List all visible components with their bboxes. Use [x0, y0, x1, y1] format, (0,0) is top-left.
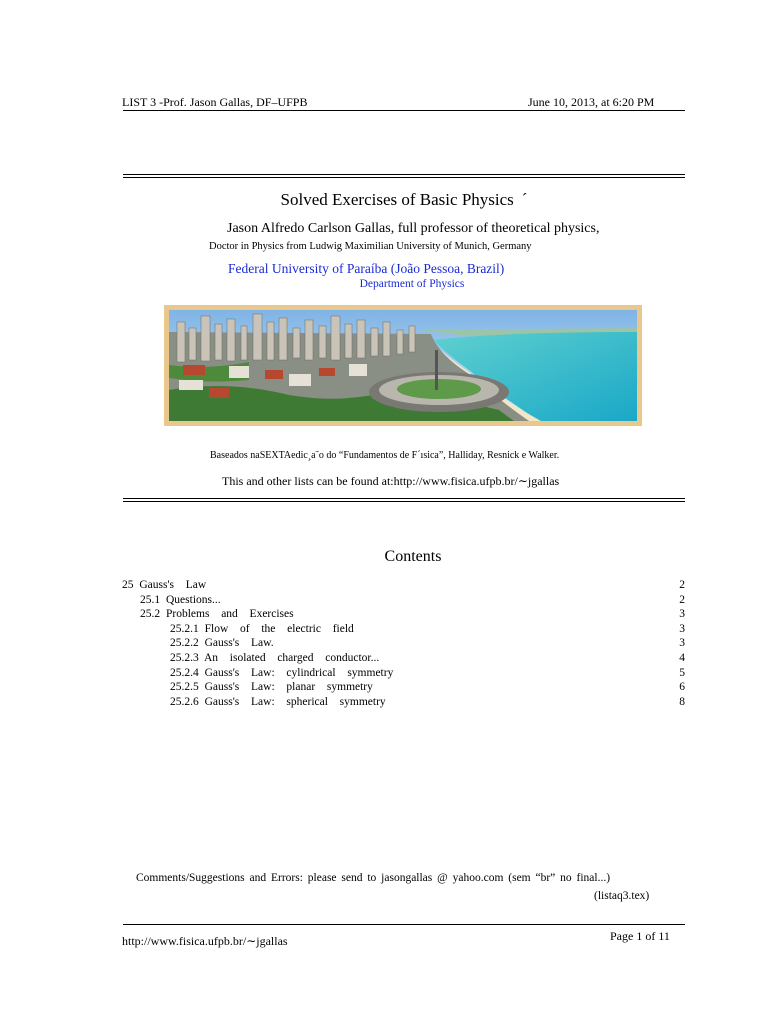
toc-entry-number: 25: [122, 579, 134, 591]
toc-entry-number: 25.2.5: [170, 681, 199, 694]
toc-entry-number: 25.2.4: [170, 666, 199, 679]
toc-entry[interactable]: [122, 607, 685, 622]
toc-entry-page: 3: [679, 637, 685, 650]
header-rule: [123, 110, 685, 111]
toc-entry-page: 5: [679, 666, 685, 679]
title-rule-top-1: [123, 174, 685, 175]
footer-url[interactable]: http://www.fisica.ufpb.br/∼jgallas: [122, 934, 288, 948]
title-rule-top-2: [123, 177, 685, 178]
header-left: LIST 3 -Prof. Jason Gallas, DF–UFPB: [122, 95, 308, 109]
toc-entry-label: Questions...: [166, 593, 221, 606]
title-rule-bottom-2: [123, 501, 685, 502]
toc-entry-label: Gauss's Law: [139, 579, 207, 591]
other-lists-text[interactable]: This and other lists can be found at:http://www.fisica.ufpb.br/∼jgallas: [222, 474, 560, 488]
toc-entry-number: 25.1: [140, 593, 161, 606]
based-on-note: Baseados naSEXTAedic¸a˜o do “Fundamentos de F´ısica”, Halliday, Resnick e Walker.: [210, 450, 560, 461]
toc-entry-number: 25.2.6: [170, 695, 199, 708]
toc-entry-label: Flow of the electric field: [204, 622, 354, 635]
department-line: Department of Physics: [359, 278, 465, 290]
toc-entry-label: Gauss's Law.: [204, 637, 274, 650]
source-file: (listaq3.tex): [594, 890, 650, 902]
title-rule-bottom-1: [123, 498, 685, 499]
university-line: Federal University of Paraíba (João Pessoa, Brazil): [228, 261, 505, 276]
toc-entry-page: 8: [679, 695, 685, 708]
toc-entry-page: 3: [679, 608, 685, 621]
toc-entry[interactable]: [122, 622, 685, 637]
toc-entry-number: 25.2.1: [170, 622, 199, 635]
toc-entry-number: 25.2.2: [170, 637, 199, 650]
toc-entry[interactable]: [122, 695, 685, 710]
title-text: Solved Exercises of Basic Physics: [280, 190, 514, 209]
toc-entry[interactable]: [122, 578, 685, 593]
toc-entry-number: 25.2.3: [170, 651, 199, 664]
header-right: June 10, 2013, at 6:20 PM: [528, 95, 655, 109]
city-photo: [164, 305, 642, 426]
toc-entry-label: Problems and Exercises: [166, 608, 294, 621]
title-accent: ´: [521, 190, 528, 209]
toc-entry-page: 2: [679, 579, 685, 591]
toc-entry-label: Gauss's Law: planar symmetry: [204, 681, 373, 694]
toc-entry-page: 6: [679, 681, 685, 694]
document-title: [123, 190, 685, 210]
toc-entry-number: 25.2: [140, 608, 161, 621]
toc-entry[interactable]: [122, 680, 685, 695]
toc-entry-page: 2: [679, 593, 685, 606]
city-photo-image: [169, 310, 637, 421]
comments-note: Comments/Suggestions and Errors: please send to jasongallas @ yahoo.com (sem “br” no final...): [136, 872, 611, 884]
table-of-contents: [122, 578, 685, 709]
toc-entry[interactable]: [122, 666, 685, 681]
toc-entry[interactable]: [122, 651, 685, 666]
footer-page-number: Page 1 of 11: [610, 929, 670, 943]
toc-entry[interactable]: [122, 593, 685, 608]
other-lists-note[interactable]: [222, 474, 559, 489]
footer-rule: [123, 924, 685, 925]
contents-heading: Contents: [384, 548, 442, 565]
toc-entry-label: Gauss's Law: cylindrical symmetry: [204, 666, 394, 679]
author-line: Jason Alfredo Carlson Gallas, full professor of theoretical physics,: [227, 221, 600, 236]
toc-entry-label: Gauss's Law: spherical symmetry: [204, 695, 386, 708]
toc-entry-page: 4: [679, 651, 685, 664]
toc-entry-label: An isolated charged conductor...: [204, 651, 380, 664]
toc-entry[interactable]: [122, 636, 685, 651]
doctor-line: Doctor in Physics from Ludwig Maximilian University of Munich, Germany: [209, 241, 532, 252]
toc-entry-page: 3: [679, 622, 685, 635]
